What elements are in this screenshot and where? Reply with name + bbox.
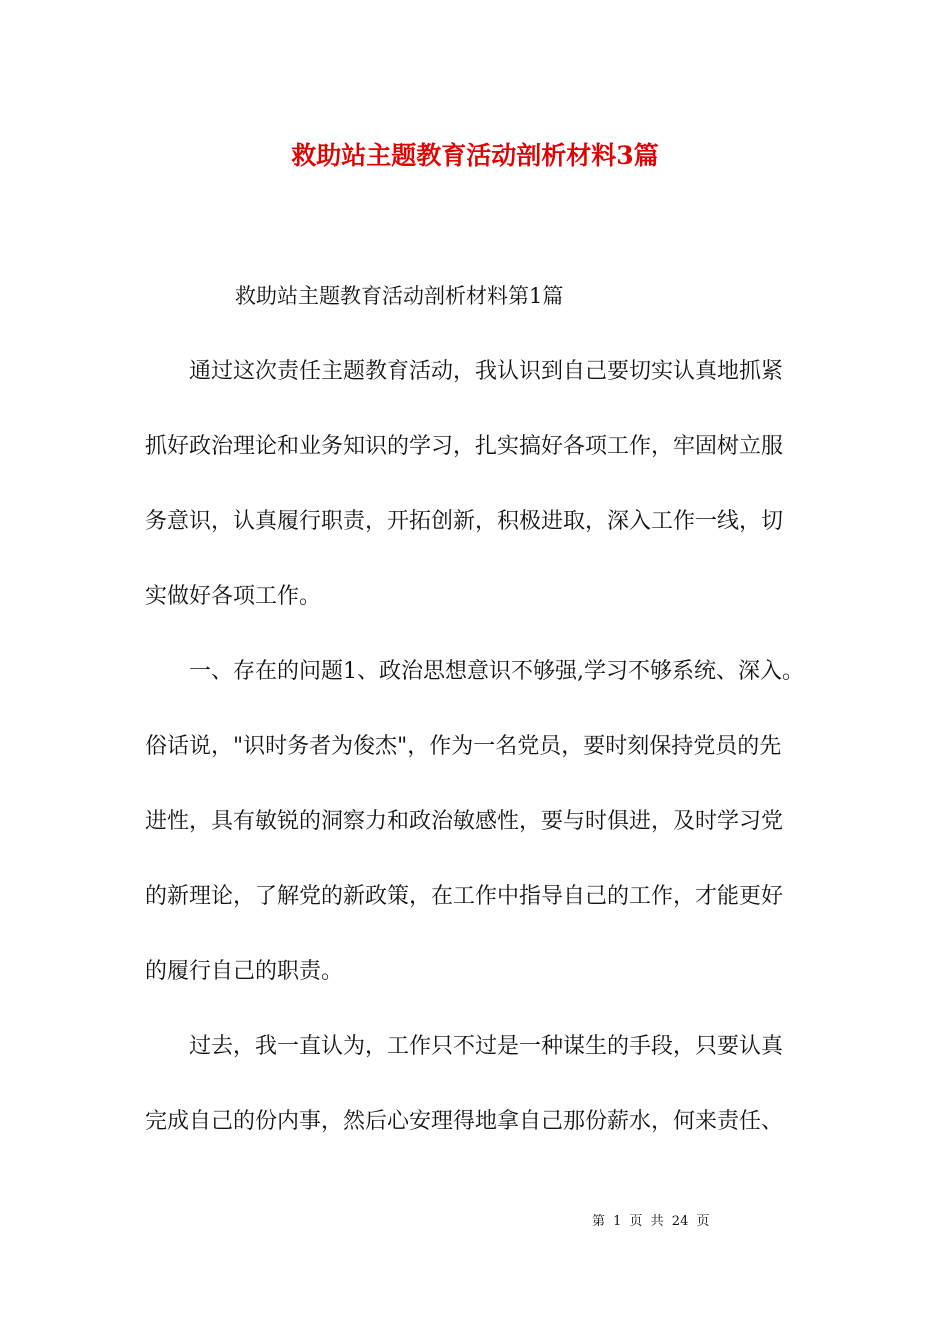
body-line: 完成自己的份内事，然后心安理得地拿自己那份薪水，何来责任、 [145,1109,784,1134]
section-heading: 救助站主题教育活动剖析材料第1篇 [235,284,564,308]
page-number-footer: 第 1 页 共 24 页 [592,1214,710,1229]
body-line: 过去，我一直认为，工作只不过是一种谋生的手段，只要认真 [145,1034,784,1059]
body-line: 进性，具有敏锐的洞察力和政治敏感性，要与时俱进，及时学习党 [145,809,784,834]
body-line: 抓好政治理论和业务知识的学习，扎实搞好各项工作，牢固树立服 [145,434,784,459]
body-line: 务意识，认真履行职责，开拓创新，积极进取，深入工作一线，切 [145,509,784,534]
body-line: 实做好各项工作。 [145,584,322,609]
body-line: 俗话说，"识时务者为俊杰"，作为一名党员，要时刻保持党员的先 [145,734,782,759]
body-line: 的履行自己的职责。 [145,959,344,984]
body-line: 一、存在的问题1、政治思想意识不够强,学习不够系统、深入。 [145,659,804,684]
document-title: 救助站主题教育活动剖析材料3篇 [291,141,659,170]
body-line: 通过这次责任主题教育活动，我认识到自己要切实认真地抓紧 [145,359,784,384]
body-line: 的新理论，了解党的新政策，在工作中指导自己的工作，才能更好 [145,884,784,909]
